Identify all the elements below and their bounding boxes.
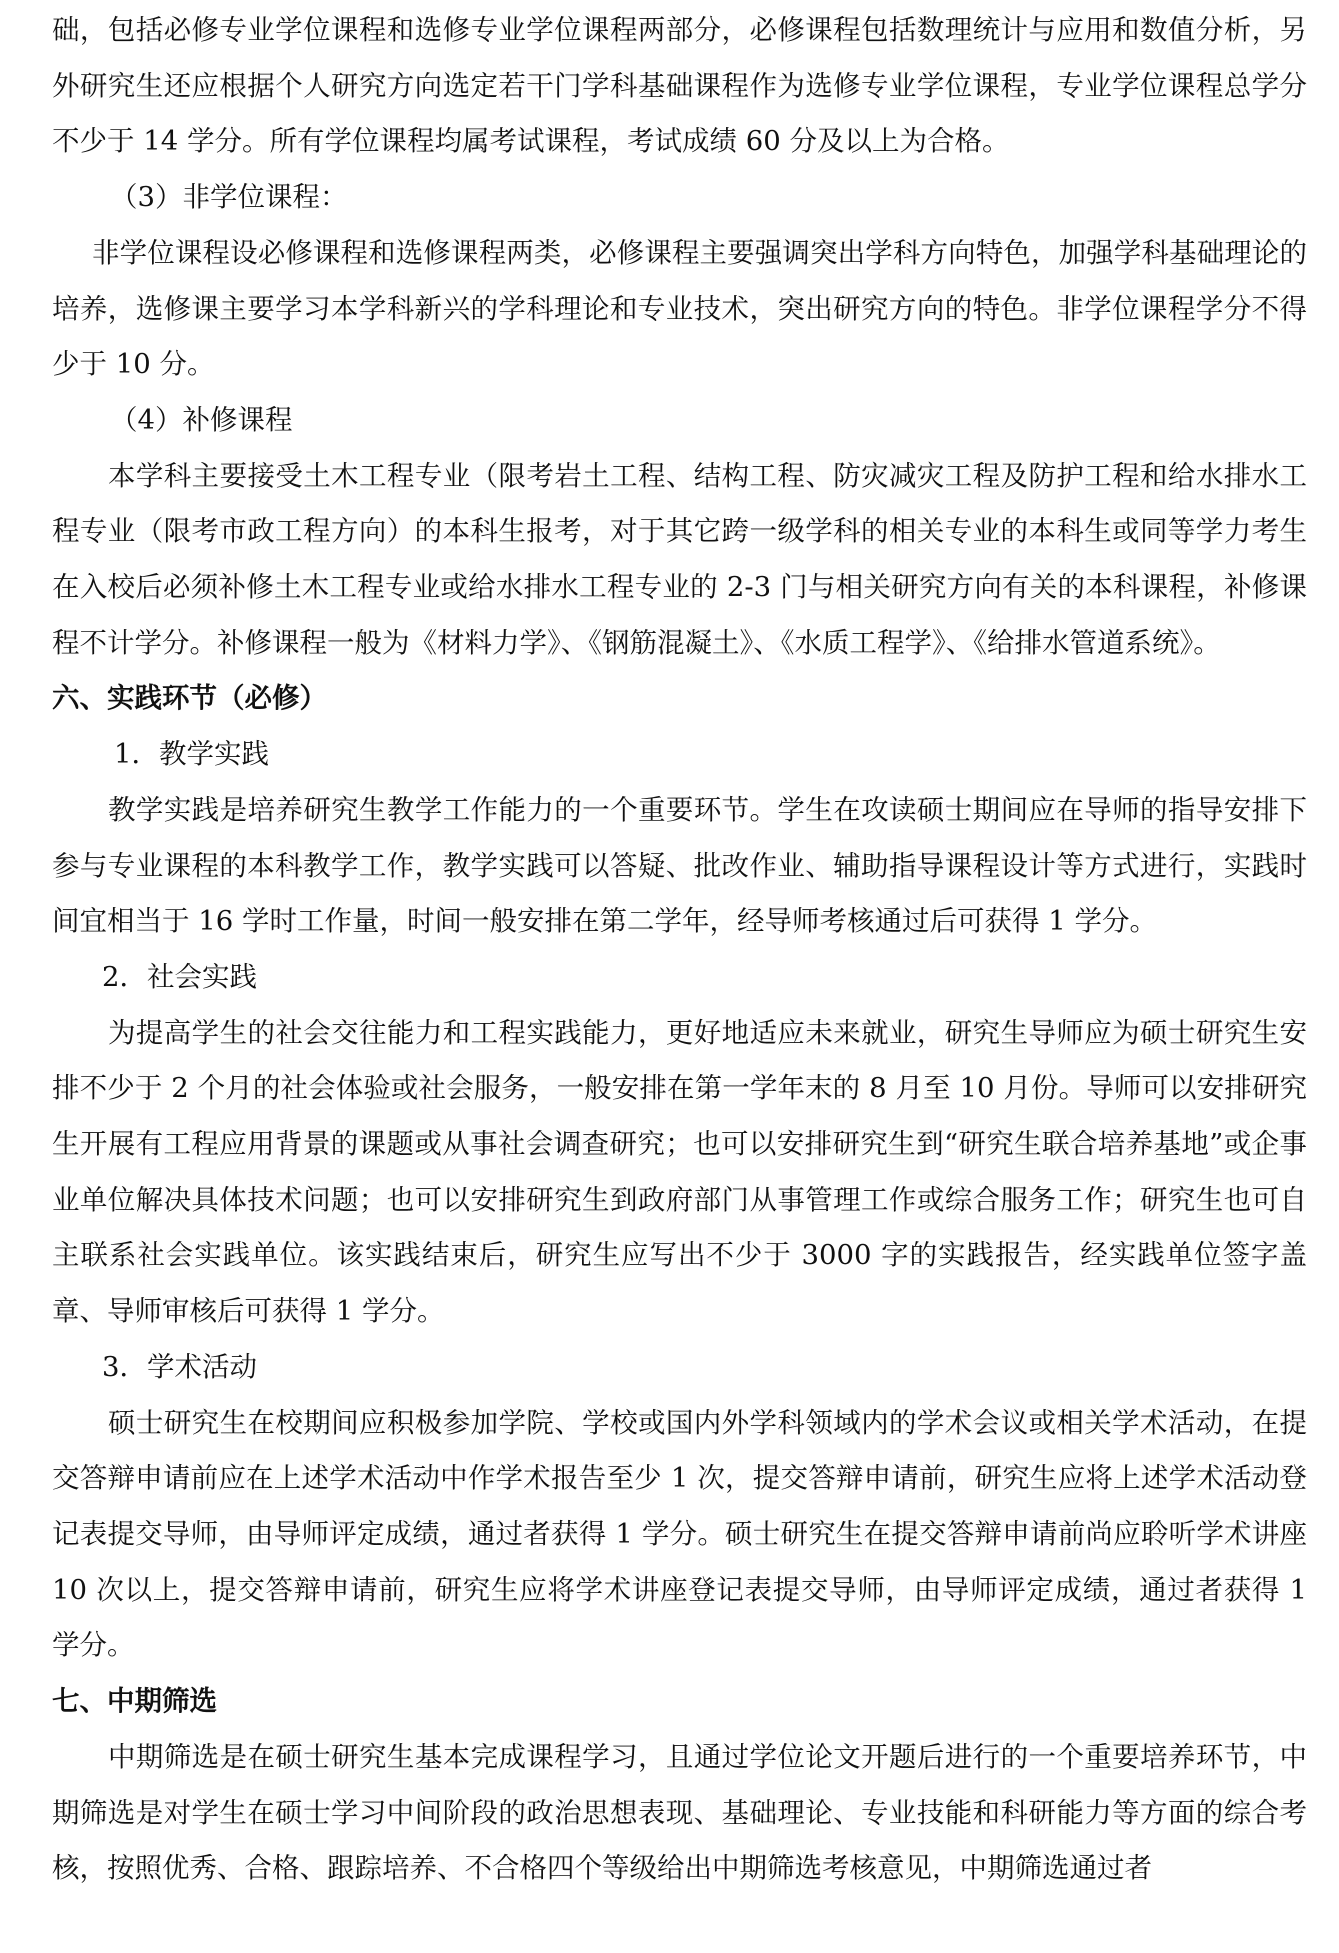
subheading-supplementary-courses: （4）补修课程: [110, 403, 293, 436]
subheading-teaching-practice: 1．教学实践: [114, 738, 269, 771]
section-heading-midterm-screening: 七、中期筛选: [52, 1685, 217, 1718]
paragraph-non-degree-courses: 非学位课程设必修课程和选修课程两类，必修课程主要强调突出学科方向特色，加强学科基础理论的培养，选修课主要学习本学科新兴的学科理论和专业技术，突出研究方向的特色。非学位课程学分不得少于 10 分。: [52, 236, 1307, 381]
paragraph-supplementary-courses: 本学科主要接受土木工程专业（限考岩土工程、结构工程、防灾减灾工程及防护工程和给水排水工程专业（限考市政工程方向）的本科生报考，对于其它跨一级学科的相关专业的本科生或同等学力考生在入校后必须补修土木工程专业或给水排水工程专业的 2-3 门与相关研究方向有关的本科课程，补修课程不计学分。补修课程一般为《材料力学》、《钢筋混凝土》、《水质工程学》、《给排水管道系统》。: [52, 459, 1307, 659]
paragraph-degree-courses: 础，包括必修专业学位课程和选修专业学位课程两部分，必修课程包括数理统计与应用和数值分析，另外研究生还应根据个人研究方向选定若干门学科基础课程作为选修专业学位课程，专业学位课程总学分不少于 14 学分。所有学位课程均属考试课程，考试成绩 60 分及以上为合格。: [52, 14, 1307, 158]
paragraph-midterm-screening: 中期筛选是在硕士研究生基本完成课程学习，且通过学位论文开题后进行的一个重要培养环节，中期筛选是对学生在硕士学习中间阶段的政治思想表现、基础理论、专业技能和科研能力等方面的综合考核，按照优秀、合格、跟踪培养、不合格四个等级给出中期筛选考核意见，中期筛选通过者: [52, 1740, 1307, 1885]
document-page: [52, 0, 1307, 1897]
subheading-academic-activities: 3．学术活动: [102, 1350, 257, 1383]
paragraph-teaching-practice: 教学实践是培养研究生教学工作能力的一个重要环节。学生在攻读硕士期间应在导师的指导安排下参与专业课程的本科教学工作，教学实践可以答疑、批改作业、辅助指导课程设计等方式进行，实践时间宜相当于 16 学时工作量，时间一般安排在第二学年，经导师考核通过后可获得 1 学分。: [52, 793, 1307, 938]
section-heading-practice: 六、实践环节（必修）: [52, 682, 327, 715]
paragraph-academic-activities: 硕士研究生在校期间应积极参加学院、学校或国内外学科领域内的学术会议或相关学术活动，在提交答辩申请前应在上述学术活动中作学术报告至少 1 次，提交答辩申请前，研究生应将上述学术活动登记表提交导师，由导师评定成绩，通过者获得 1 学分。硕士研究生在提交答辩申请前尚应聆听学术讲座 10 次以上，提交答辩申请前，研究生应将学术讲座登记表提交导师，由导师评定成绩，通过者获得 1 学分。: [52, 1406, 1307, 1662]
subheading-non-degree-courses: （3）非学位课程：: [110, 181, 348, 214]
subheading-social-practice: 2．社会实践: [102, 960, 257, 993]
paragraph-social-practice: 为提高学生的社会交往能力和工程实践能力，更好地适应未来就业，研究生导师应为硕士研究生安排不少于 2 个月的社会体验或社会服务，一般安排在第一学年末的 8 月至 10 月份。导师可以安排研究生开展有工程应用背景的课题或从事社会调查研究；也可以安排研究生到“研究生联合培养基地”或企事业单位解决具体技术问题；也可以安排研究生到政府部门从事管理工作或综合服务工作；研究生也可自主联系社会实践单位。该实践结束后，研究生应写出不少于 3000 字的实践报告，经实践单位签字盖章、导师审核后可获得 1 学分。: [52, 1016, 1307, 1328]
